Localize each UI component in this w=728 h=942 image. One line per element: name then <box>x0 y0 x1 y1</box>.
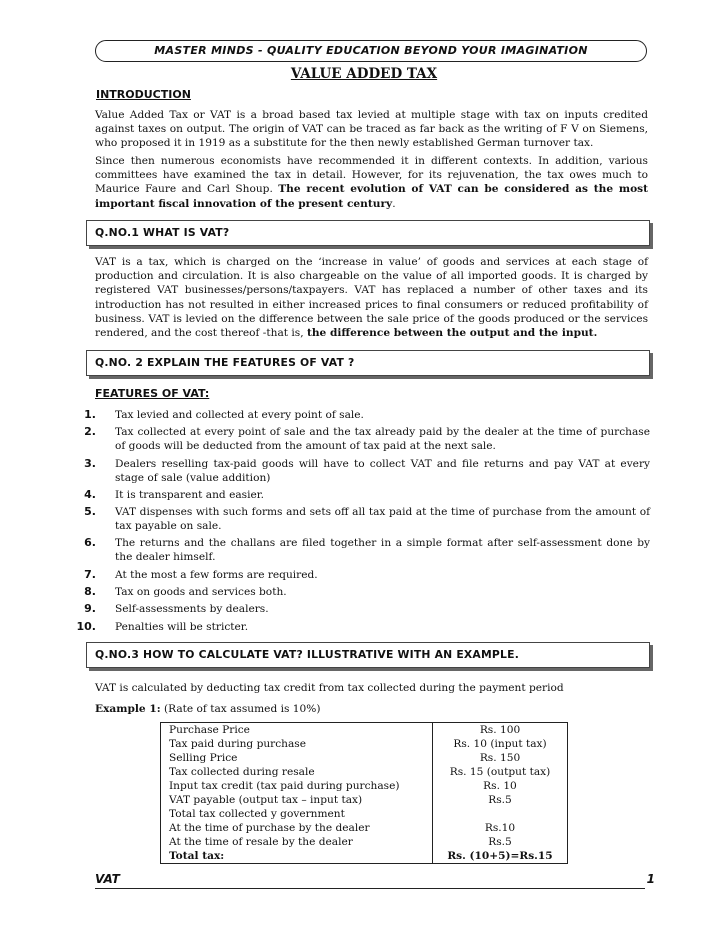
features-label: FEATURES OF VAT: <box>95 387 210 400</box>
list-item <box>0 408 650 422</box>
footer-title: VAT <box>95 872 120 886</box>
vat-example-table <box>160 722 568 864</box>
row-value: Rs. 15 (output tax) <box>433 765 568 779</box>
item-number: 1. <box>84 408 96 421</box>
item-text: VAT dispenses with such forms and sets off all tax paid at the time of purchase from the amount of tax payable on sale. <box>115 506 650 533</box>
table-row <box>161 807 568 821</box>
table-row <box>161 835 568 849</box>
row-label: Tax paid during purchase <box>161 737 433 751</box>
item-text: Dealers reselling tax-paid goods will have to collect VAT and file returns and pay VAT at every stage of sale (value addition) <box>115 457 650 484</box>
q1-paragraph <box>95 255 648 340</box>
q1-text: VAT is a tax, which is charged on the ‘increase in value’ of goods and services at each stage of production and circulation. It is also chargeable on the value of all imported goods. It is charged by registered VAT businesses/persons/taxpayers. VAT has replaced a number of other taxes and its introduction has not resulted in either increased prices to final consumers or reduced profitability of business. VAT is levied on the difference between the sale price of the goods produced or the services rendered, and the cost thereof -that is, <box>95 256 648 340</box>
features-list <box>0 408 650 637</box>
header-banner: MASTER MINDS - QUALITY EDUCATION BEYOND YOUR IMAGINATION <box>95 40 647 62</box>
row-value <box>433 807 568 821</box>
table-row <box>161 723 568 738</box>
row-value: Rs. (10+5)=Rs.15 <box>433 849 568 864</box>
item-number: 5. <box>84 505 96 519</box>
item-text: Tax collected at every point of sale and the tax already paid by the dealer at the time of purchase of goods will be deducted from the amount of tax paid at the next sale. <box>115 426 650 453</box>
item-number: 9. <box>84 602 96 616</box>
row-label: Total tax collected y government <box>161 807 433 821</box>
example-label: Example 1: <box>95 703 161 715</box>
page-number: 1 <box>646 872 655 886</box>
row-label: Tax collected during resale <box>161 765 433 779</box>
row-label: VAT payable (output tax – input tax) <box>161 793 433 807</box>
list-item <box>0 602 650 616</box>
calculation-text: VAT is calculated by deducting tax credit from tax collected during the payment period <box>95 682 564 694</box>
table-row <box>161 821 568 835</box>
table-row <box>161 849 568 864</box>
example-heading <box>95 703 320 715</box>
table-row <box>161 765 568 779</box>
question-2-heading: Q.NO. 2 EXPLAIN THE FEATURES OF VAT ? <box>86 350 650 376</box>
item-text: It is transparent and easier. <box>115 488 265 501</box>
item-number: 7. <box>84 567 96 581</box>
item-number: 8. <box>84 585 96 599</box>
question-1-heading: Q.NO.1 WHAT IS VAT? <box>86 220 650 246</box>
row-value: Rs. 10 <box>433 779 568 793</box>
list-item <box>0 536 650 564</box>
item-text: The returns and the challans are filed together in a simple format after self-assessment done by the dealer himself. <box>115 537 650 564</box>
list-item <box>0 620 650 634</box>
question-3-heading: Q.NO.3 HOW TO CALCULATE VAT? ILLUSTRATIVE WITH AN EXAMPLE. <box>86 642 650 668</box>
intro-p2-text: Since then numerous economists have recommended it in different contexts. In addition, various committees have examined the tax in detail. However, for its rejuvenation, the tax owes much to Maurice Faure and Carl Shoup. <box>95 155 648 196</box>
item-text: At the most a few forms are required. <box>115 568 318 581</box>
row-value: Rs. 100 <box>433 723 568 738</box>
intro-p2-end: . <box>392 197 396 210</box>
row-label: Selling Price <box>161 751 433 765</box>
example-note: (Rate of tax assumed is 10%) <box>160 703 321 715</box>
intro-paragraph-1: Value Added Tax or VAT is a broad based tax levied at multiple stage with tax on inputs credited against taxes on output. The origin of VAT can be traced as far back as the writing of F V on Siemens, who proposed it in 1919 as a substitute for the then newly established German turnover tax. <box>95 109 648 150</box>
page-title: VALUE ADDED TAX <box>290 66 438 82</box>
item-text: Tax on goods and services both. <box>115 586 287 599</box>
q1-bold: the difference between the output and the input. <box>306 327 598 340</box>
row-label: Total tax: <box>161 849 433 864</box>
item-text: Tax levied and collected at every point of sale. <box>115 409 364 421</box>
row-value: Rs.5 <box>433 793 568 807</box>
item-number: 2. <box>84 425 96 439</box>
list-item <box>0 505 650 533</box>
list-item <box>0 425 650 453</box>
row-value: Rs.10 <box>433 821 568 835</box>
table-row <box>161 737 568 751</box>
item-text: Self-assessments by dealers. <box>115 603 269 616</box>
list-item <box>0 457 650 485</box>
row-label: Purchase Price <box>161 723 433 738</box>
row-label: Input tax credit (tax paid during purchase) <box>161 779 433 793</box>
row-label: At the time of resale by the dealer <box>161 835 433 849</box>
item-number: 4. <box>84 487 96 501</box>
intro-p2-bold: The recent evolution of VAT can be considered as the most important fiscal innovation of the present century <box>95 183 648 210</box>
item-text: Penalties will be stricter. <box>115 620 249 633</box>
item-number: 10. <box>76 619 96 633</box>
table-row <box>161 779 568 793</box>
table-row <box>161 751 568 765</box>
item-number: 6. <box>84 536 96 550</box>
list-item <box>0 568 650 582</box>
list-item <box>0 585 650 599</box>
table-row <box>161 793 568 807</box>
page-footer <box>95 872 655 889</box>
intro-paragraph-2 <box>95 154 648 211</box>
row-value: Rs.5 <box>433 835 568 849</box>
row-value: Rs. 10 (input tax) <box>433 737 568 751</box>
item-number: 3. <box>84 456 96 470</box>
row-value: Rs. 150 <box>433 751 568 765</box>
introduction-label: INTRODUCTION <box>96 88 191 101</box>
row-label: At the time of purchase by the dealer <box>161 821 433 835</box>
list-item <box>0 488 650 502</box>
